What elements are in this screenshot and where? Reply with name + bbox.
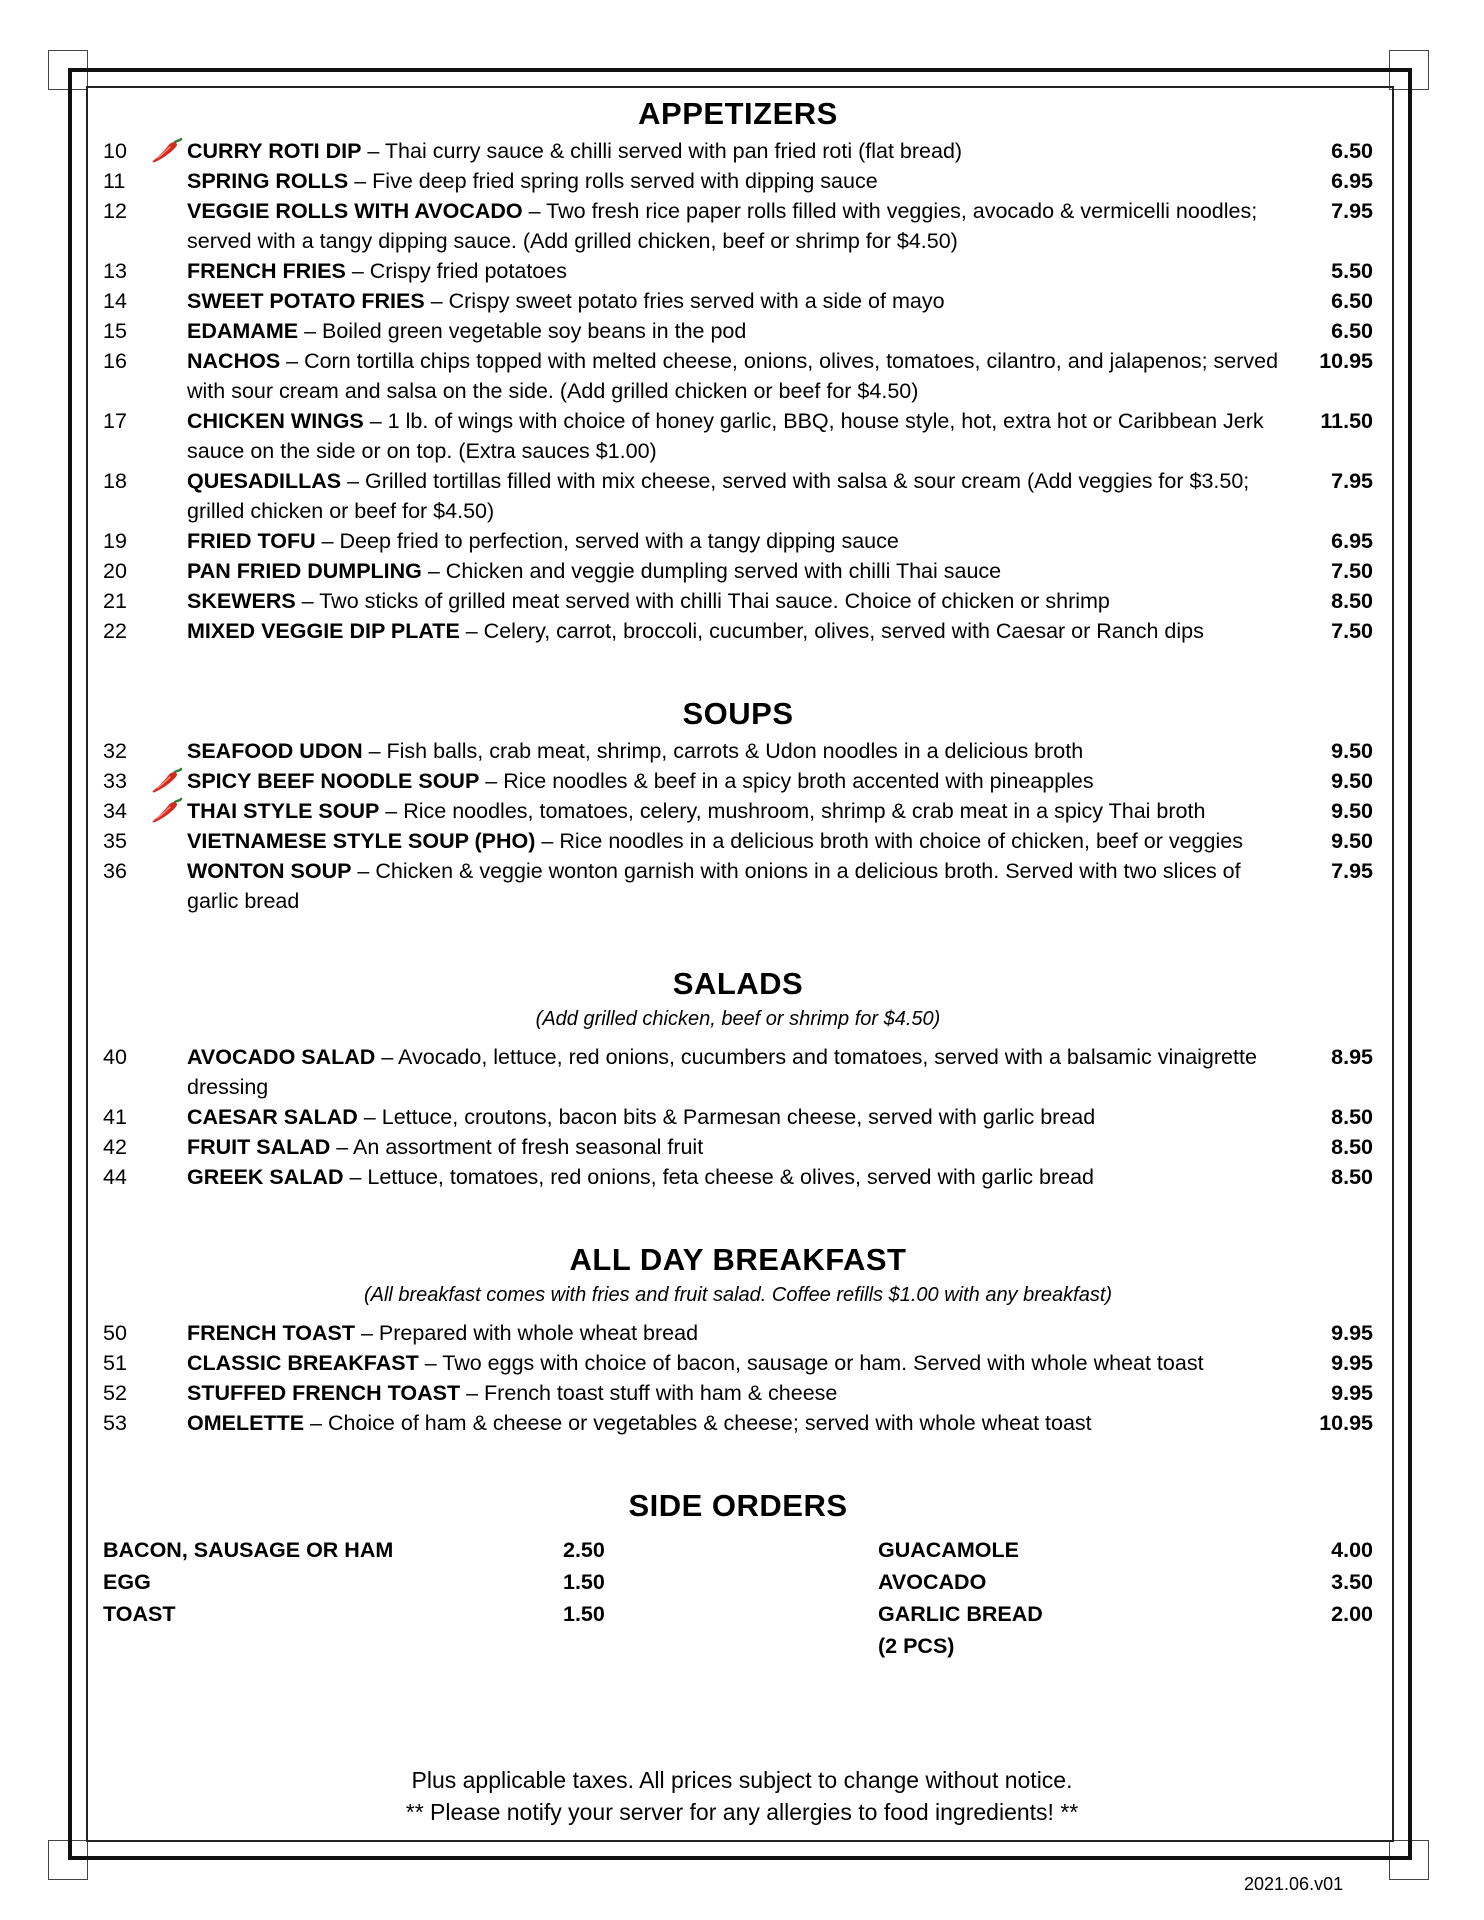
item-price: 10.95 — [1319, 1411, 1373, 1435]
menu-item — [103, 526, 1373, 556]
item-name: NACHOS — [187, 349, 281, 373]
item-name: QUESADILLAS — [187, 469, 342, 493]
item-details: – Crispy sweet potato fries served with a side of mayo — [424, 289, 945, 313]
item-details: – Rice noodles, tomatoes, celery, mushroom, shrimp & crab meat in a spicy Thai broth — [379, 799, 1206, 823]
item-price: 10.95 — [1319, 349, 1373, 373]
spicy-indicator — [149, 166, 187, 196]
chili-pepper-icon — [151, 767, 183, 795]
item-description — [187, 1348, 1303, 1378]
item-number: 22 — [103, 619, 127, 643]
section-appetizers — [103, 92, 1373, 646]
item-price: 7.95 — [1331, 199, 1373, 223]
spicy-indicator — [149, 136, 187, 166]
menu-item — [103, 616, 1373, 646]
item-price: 7.95 — [1331, 859, 1373, 883]
salads-list — [103, 1042, 1373, 1192]
side-price: 4.00 — [1331, 1538, 1373, 1562]
item-name: FRENCH TOAST — [187, 1321, 356, 1345]
salads-note: (Add grilled chicken, beef or shrimp for $4.50) — [535, 1008, 941, 1030]
section-breakfast — [103, 1238, 1373, 1438]
menu-item — [103, 856, 1373, 916]
item-number: 19 — [103, 529, 127, 553]
spicy-indicator — [149, 316, 187, 346]
item-details: – Lettuce, croutons, bacon bits & Parmesan cheese, served with garlic bread — [357, 1105, 1096, 1129]
menu-item — [103, 406, 1373, 466]
item-details: – Deep fried to perfection, served with a tangy dipping sauce — [315, 529, 899, 553]
item-name: OMELETTE — [187, 1411, 305, 1435]
spicy-indicator — [149, 286, 187, 316]
item-description — [187, 796, 1303, 826]
side-name: TOAST — [103, 1602, 176, 1626]
item-description — [187, 316, 1303, 346]
item-name: SPICY BEEF NOODLE SOUP — [187, 769, 480, 793]
item-description — [187, 1102, 1303, 1132]
item-details: – Corn tortilla chips topped with melted cheese, onions, olives, tomatoes, cilantro, and jalapenos; served with sour cream and salsa on the side. (Add grilled chicken or beef for $4.50) — [187, 349, 1279, 403]
footer-taxes-note: Plus applicable taxes. All prices subject to change without notice. — [411, 1767, 1073, 1793]
spicy-indicator — [149, 526, 187, 556]
item-details: – Rice noodles & beef in a spicy broth accented with pineapples — [479, 769, 1094, 793]
item-description — [187, 736, 1303, 766]
item-number: 52 — [103, 1381, 127, 1405]
item-details: – Five deep fried spring rolls served with dipping sauce — [348, 169, 878, 193]
section-title-appetizers: APPETIZERS — [638, 96, 838, 131]
spicy-indicator — [149, 406, 187, 436]
spicy-indicator — [149, 796, 187, 826]
item-details: – Chicken & veggie wonton garnish with onions in a delicious broth. Served with two slices of garlic bread — [187, 859, 1241, 913]
item-name: SKEWERS — [187, 589, 296, 613]
spicy-indicator — [149, 1378, 187, 1408]
side-name: GARLIC BREAD (2 PCS) — [878, 1602, 1043, 1658]
item-number: 18 — [103, 469, 127, 493]
menu-item — [103, 466, 1373, 526]
menu-item — [103, 346, 1373, 406]
item-name: CURRY ROTI DIP — [187, 139, 362, 163]
item-number: 12 — [103, 199, 127, 223]
item-description — [187, 856, 1303, 916]
spicy-indicator — [149, 826, 187, 856]
spicy-indicator — [149, 586, 187, 616]
item-description — [187, 136, 1303, 166]
item-number: 53 — [103, 1411, 127, 1435]
side-name: GUACAMOLE — [878, 1538, 1019, 1562]
breakfast-list — [103, 1318, 1373, 1438]
item-number: 44 — [103, 1165, 127, 1189]
side-name: EGG — [103, 1570, 151, 1594]
item-description — [187, 406, 1303, 466]
item-number: 50 — [103, 1321, 127, 1345]
item-price: 11.50 — [1320, 409, 1373, 433]
item-name: FRENCH FRIES — [187, 259, 346, 283]
item-name: VEGGIE ROLLS WITH AVOCADO — [187, 199, 523, 223]
item-name: FRUIT SALAD — [187, 1135, 331, 1159]
item-description — [187, 826, 1303, 856]
item-details: – Lettuce, tomatoes, red onions, feta cheese & olives, served with garlic bread — [343, 1165, 1095, 1189]
item-number: 33 — [103, 769, 127, 793]
spicy-indicator — [149, 1162, 187, 1192]
item-description — [187, 196, 1303, 256]
menu-item — [103, 1132, 1373, 1162]
section-soups — [103, 692, 1373, 916]
item-details: – Two eggs with choice of bacon, sausage or ham. Served with whole wheat toast — [418, 1351, 1204, 1375]
item-name: EDAMAME — [187, 319, 299, 343]
item-details: – An assortment of fresh seasonal fruit — [330, 1135, 704, 1159]
item-price: 9.50 — [1331, 739, 1373, 763]
item-price: 9.95 — [1331, 1351, 1373, 1375]
item-name: CHICKEN WINGS — [187, 409, 364, 433]
item-description — [187, 526, 1303, 556]
spicy-indicator — [149, 466, 187, 496]
item-price: 6.95 — [1331, 529, 1373, 553]
breakfast-note: (All breakfast comes with fries and fruit salad. Coffee refills $1.00 with any breakfast) — [363, 1284, 1113, 1306]
item-details: – Prepared with whole wheat bread — [355, 1321, 699, 1345]
item-price: 6.50 — [1331, 139, 1373, 163]
menu-item — [103, 136, 1373, 166]
item-name: FRIED TOFU — [187, 529, 316, 553]
item-details: – Thai curry sauce & chilli served with pan fried roti (flat bread) — [361, 139, 963, 163]
menu-item — [103, 586, 1373, 616]
item-details: – Two sticks of grilled meat served with chilli Thai sauce. Choice of chicken or shrimp — [295, 589, 1110, 613]
item-number: 16 — [103, 349, 127, 373]
spicy-indicator — [149, 346, 187, 376]
item-number: 10 — [103, 139, 127, 163]
item-number: 14 — [103, 289, 127, 313]
item-name: AVOCADO SALAD — [187, 1045, 376, 1069]
item-price: 6.95 — [1331, 169, 1373, 193]
menu-item — [103, 736, 1373, 766]
item-details: – Rice noodles in a delicious broth with choice of chicken, beef or veggies — [535, 829, 1243, 853]
item-price: 8.50 — [1331, 1105, 1373, 1129]
item-details: – Chicken and veggie dumpling served with chilli Thai sauce — [421, 559, 1002, 583]
item-name: VIETNAMESE STYLE SOUP (PHO) — [187, 829, 536, 853]
item-details: – Fish balls, crab meat, shrimp, carrots & Udon noodles in a delicious broth — [362, 739, 1084, 763]
item-price: 9.50 — [1331, 829, 1373, 853]
spicy-indicator — [149, 1318, 187, 1348]
spicy-indicator — [149, 196, 187, 226]
item-name: THAI STYLE SOUP — [187, 799, 380, 823]
item-price: 9.95 — [1331, 1381, 1373, 1405]
side-price: 1.50 — [563, 1602, 605, 1626]
menu-item — [103, 196, 1373, 256]
spicy-indicator — [149, 256, 187, 286]
item-description — [187, 586, 1303, 616]
item-description — [187, 1132, 1303, 1162]
section-title-salads: SALADS — [672, 966, 804, 1001]
item-price: 7.50 — [1331, 559, 1373, 583]
side-price: 2.50 — [563, 1538, 605, 1562]
item-price: 8.50 — [1331, 1165, 1373, 1189]
spicy-indicator — [149, 1102, 187, 1132]
item-price: 7.50 — [1331, 619, 1373, 643]
item-price: 8.50 — [1331, 1135, 1373, 1159]
item-description — [187, 346, 1303, 406]
section-title-breakfast: ALL DAY BREAKFAST — [569, 1242, 907, 1277]
chili-pepper-icon — [151, 797, 183, 825]
section-title-side-orders: SIDE ORDERS — [628, 1488, 848, 1523]
menu-item — [103, 826, 1373, 856]
item-description — [187, 1408, 1303, 1438]
item-name: GREEK SALAD — [187, 1165, 344, 1189]
menu-item — [103, 1042, 1373, 1102]
spicy-indicator — [149, 1408, 187, 1438]
menu-item — [103, 1102, 1373, 1132]
item-number: 11 — [103, 169, 126, 193]
spicy-indicator — [149, 736, 187, 766]
item-number: 13 — [103, 259, 127, 283]
item-details: – Two fresh rice paper rolls filled with veggies, avocado & vermicelli noodles; served with a tangy dipping sauce. (Add grilled chicken, beef or shrimp for $4.50) — [187, 199, 1258, 253]
item-description — [187, 1042, 1303, 1102]
side-name: AVOCADO — [878, 1570, 987, 1594]
spicy-indicator — [149, 1348, 187, 1378]
side-price: 1.50 — [563, 1570, 605, 1594]
item-number: 51 — [103, 1351, 127, 1375]
section-side-orders — [103, 1484, 1373, 1662]
item-number: 20 — [103, 559, 127, 583]
menu-item — [103, 256, 1373, 286]
item-description — [187, 556, 1303, 586]
item-number: 35 — [103, 829, 127, 853]
item-details: – French toast stuff with ham & cheese — [460, 1381, 838, 1405]
menu-item — [103, 1318, 1373, 1348]
spicy-indicator — [149, 856, 187, 886]
item-description — [187, 166, 1303, 196]
menu-item — [103, 556, 1373, 586]
version-label: 2021.06.v01 — [1244, 1874, 1344, 1894]
footer-allergy-note: ** Please notify your server for any allergies to food ingredients! ** — [405, 1799, 1079, 1825]
side-price: 2.00 — [1331, 1602, 1373, 1626]
menu-item — [103, 166, 1373, 196]
item-price: 9.50 — [1331, 769, 1373, 793]
item-description — [187, 616, 1303, 646]
spicy-indicator — [149, 1132, 187, 1162]
appetizers-list — [103, 136, 1373, 646]
item-description — [187, 766, 1303, 796]
item-price: 5.50 — [1331, 259, 1373, 283]
item-name: MIXED VEGGIE DIP PLATE — [187, 619, 460, 643]
item-details: – Crispy fried potatoes — [345, 259, 567, 283]
item-number: 41 — [103, 1105, 127, 1129]
chili-pepper-icon — [151, 137, 183, 165]
section-title-soups: SOUPS — [682, 696, 794, 731]
item-price: 6.50 — [1331, 289, 1373, 313]
item-number: 36 — [103, 859, 127, 883]
item-name: PAN FRIED DUMPLING — [187, 559, 422, 583]
menu-item — [103, 1378, 1373, 1408]
item-details: – Celery, carrot, broccoli, cucumber, olives, served with Caesar or Ranch dips — [459, 619, 1204, 643]
item-number: 15 — [103, 319, 127, 343]
item-price: 8.95 — [1331, 1045, 1373, 1069]
menu-item — [103, 1348, 1373, 1378]
section-salads — [103, 962, 1373, 1192]
soups-list — [103, 736, 1373, 916]
item-description — [187, 1378, 1303, 1408]
item-number: 40 — [103, 1045, 127, 1069]
item-details: – Boiled green vegetable soy beans in the pod — [298, 319, 747, 343]
item-price: 7.95 — [1331, 469, 1373, 493]
menu-item — [103, 316, 1373, 346]
item-price: 6.50 — [1331, 319, 1373, 343]
spicy-indicator — [149, 766, 187, 796]
menu-item — [103, 286, 1373, 316]
item-number: 17 — [103, 409, 127, 433]
item-description — [187, 466, 1303, 526]
menu-item — [103, 1162, 1373, 1192]
item-name: CLASSIC BREAKFAST — [187, 1351, 419, 1375]
spicy-indicator — [149, 556, 187, 586]
item-details: – Avocado, lettuce, red onions, cucumbers and tomatoes, served with a balsamic vinaigrette dressing — [187, 1045, 1257, 1099]
item-price: 9.50 — [1331, 799, 1373, 823]
menu-item — [103, 1408, 1373, 1438]
item-details: – 1 lb. of wings with choice of honey garlic, BBQ, house style, hot, extra hot or Caribbean Jerk sauce on the side or on top. (Extra sauces $1.00) — [187, 409, 1264, 463]
footer-notice — [0, 1764, 1484, 1828]
item-name: SEAFOOD UDON — [187, 739, 363, 763]
item-number: 32 — [103, 739, 127, 763]
side-name: BACON, SAUSAGE OR HAM — [103, 1538, 394, 1562]
item-description — [187, 286, 1303, 316]
menu-item — [103, 796, 1373, 826]
item-details: – Grilled tortillas filled with mix cheese, served with salsa & sour cream (Add veggies for $3.50; grilled chicken or beef for $4.50) — [187, 469, 1250, 523]
menu-content — [103, 92, 1373, 1662]
item-number: 21 — [103, 589, 127, 613]
item-name: SPRING ROLLS — [187, 169, 349, 193]
side-price: 3.50 — [1331, 1570, 1373, 1594]
item-name: STUFFED FRENCH TOAST — [187, 1381, 461, 1405]
item-details: – Choice of ham & cheese or vegetables & cheese; served with whole wheat toast — [304, 1411, 1092, 1435]
item-description — [187, 1318, 1303, 1348]
item-name: SWEET POTATO FRIES — [187, 289, 425, 313]
item-description — [187, 256, 1303, 286]
spicy-indicator — [149, 616, 187, 646]
item-description — [187, 1162, 1303, 1192]
menu-item — [103, 766, 1373, 796]
side-orders-grid — [103, 1534, 1373, 1662]
spicy-indicator — [149, 1042, 187, 1072]
item-price: 9.95 — [1331, 1321, 1373, 1345]
item-name: WONTON SOUP — [187, 859, 352, 883]
item-price: 8.50 — [1331, 589, 1373, 613]
item-number: 34 — [103, 799, 127, 823]
item-number: 42 — [103, 1135, 127, 1159]
item-name: CAESAR SALAD — [187, 1105, 358, 1129]
